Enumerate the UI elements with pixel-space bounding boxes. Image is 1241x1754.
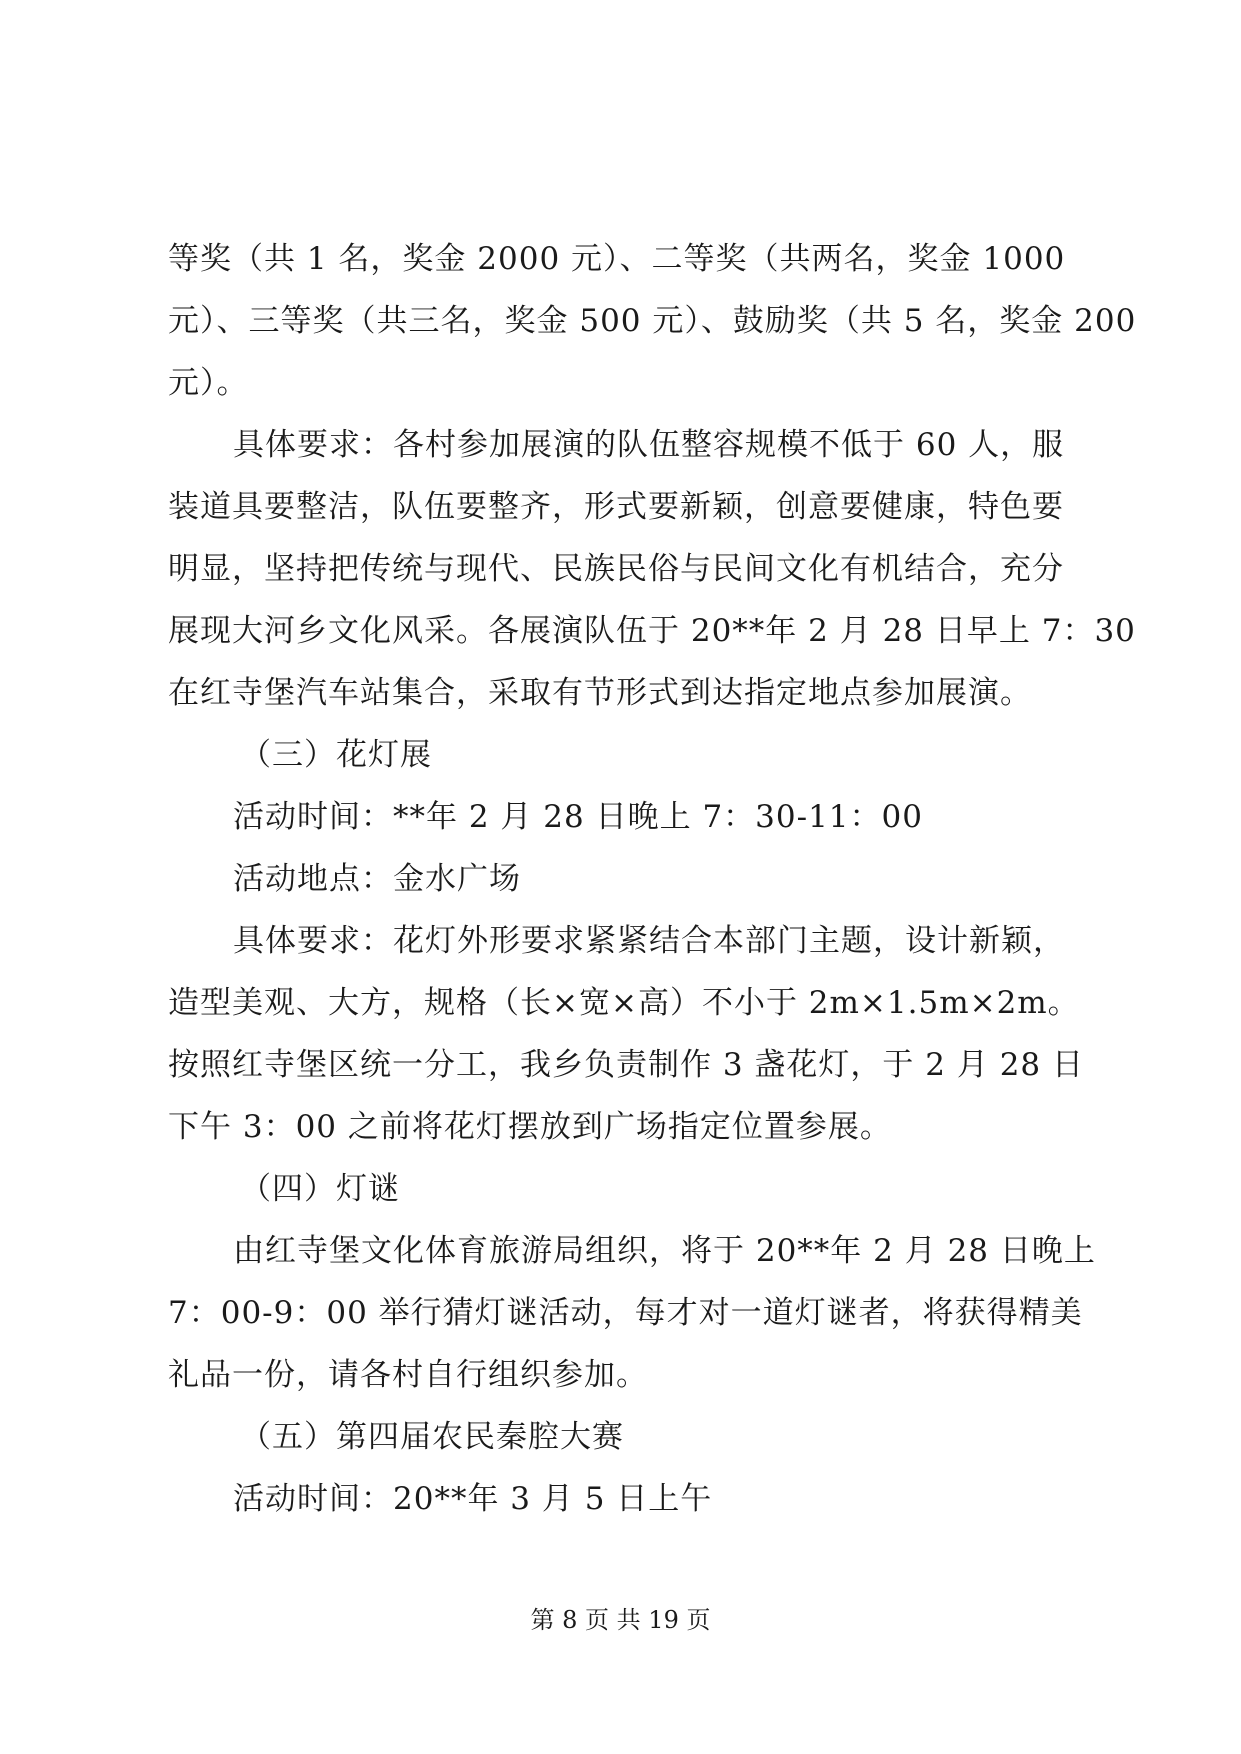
section-heading: （三）花灯展 [240, 737, 432, 773]
document-body [168, 228, 1137, 1530]
body-line: 造型美观、大方，规格（长×宽×高）不小于 2m×1.5m×2m。 [168, 985, 1080, 1021]
section-heading: （五）第四届农民秦腔大赛 [240, 1419, 624, 1455]
body-line: 礼品一份，请各村自行组织参加。 [168, 1357, 648, 1393]
body-line: 装道具要整洁，队伍要整齐，形式要新颖，创意要健康，特色要 [168, 489, 1064, 525]
body-line: 元）。 [168, 365, 249, 401]
body-line: 在红寺堡汽车站集合，采取有节形式到达指定地点参加展演。 [168, 675, 1032, 711]
body-line: 明显，坚持把传统与现代、民族民俗与民间文化有机结合，充分 [168, 551, 1064, 587]
body-line: 按照红寺堡区统一分工，我乡负责制作 3 盏花灯，于 2 月 28 日 [168, 1047, 1085, 1083]
body-line: 展现大河乡文化风采。各展演队伍于 20**年 2 月 28 日早上 7：30 [168, 613, 1136, 649]
section-heading: （四）灯谜 [240, 1171, 400, 1207]
paragraph-start-line: 活动时间：**年 2 月 28 日晚上 7：30-11：00 [233, 799, 923, 835]
paragraph-start-line: 具体要求：各村参加展演的队伍整容规模不低于 60 人，服 [233, 427, 1065, 463]
paragraph-start-line: 活动时间：20**年 3 月 5 日上午 [233, 1481, 713, 1517]
body-line: 7：00-9：00 举行猜灯谜活动，每才对一道灯谜者，将获得精美 [168, 1295, 1083, 1331]
body-line: 元）、三等奖（共三名，奖金 500 元）、鼓励奖（共 5 名，奖金 200 [168, 303, 1137, 339]
paragraph-start-line: 由红寺堡文化体育旅游局组织，将于 20**年 2 月 28 日晚上 [233, 1233, 1096, 1269]
body-line: 下午 3：00 之前将花灯摆放到广场指定位置参展。 [168, 1109, 892, 1145]
paragraph-start-line: 活动地点：金水广场 [233, 861, 521, 897]
body-line: 等奖（共 1 名，奖金 2000 元）、二等奖（共两名，奖金 1000 [168, 241, 1066, 277]
page-footer: 第 8 页 共 19 页 [530, 1606, 711, 1634]
paragraph-start-line: 具体要求：花灯外形要求紧紧结合本部门主题，设计新颖， [233, 923, 1065, 959]
